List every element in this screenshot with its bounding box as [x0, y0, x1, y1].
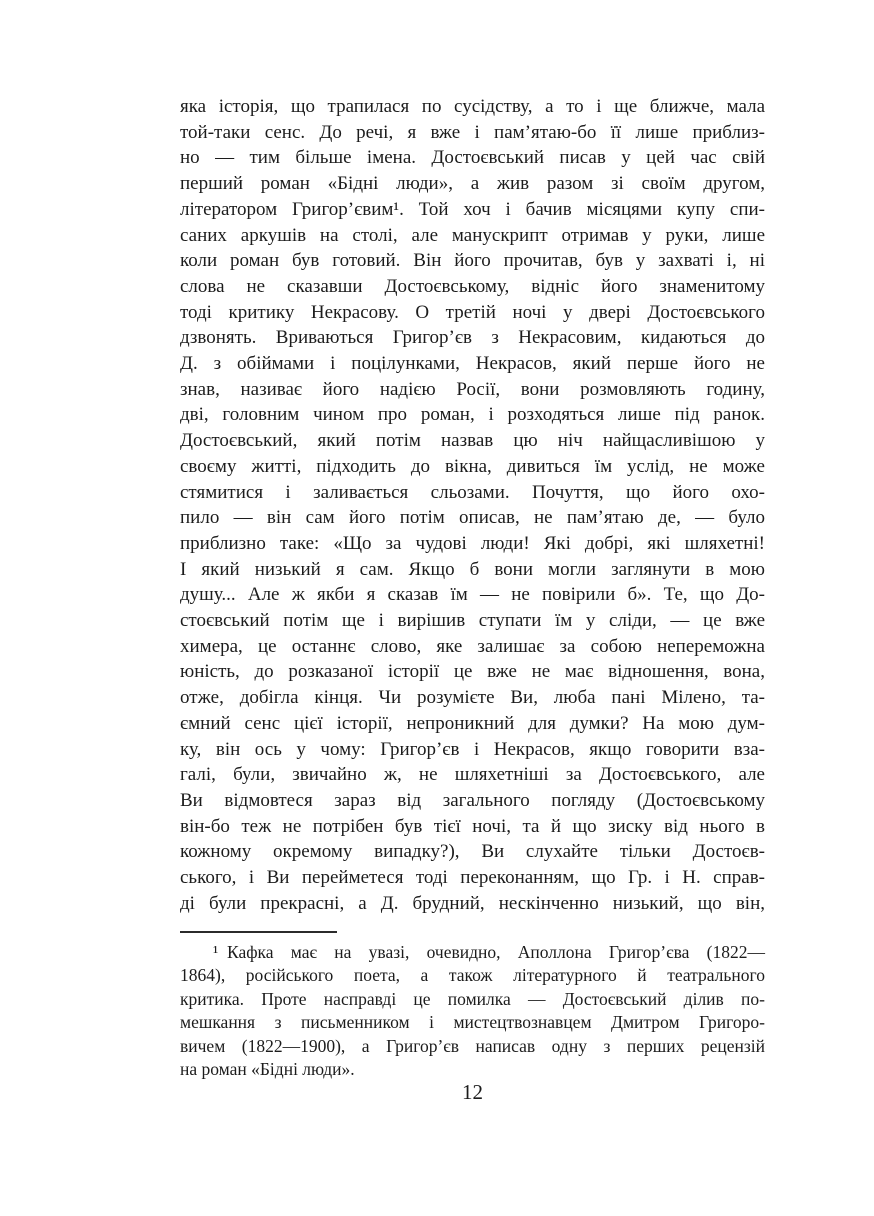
- body-line: пило — він сам його потім описав, не пам’ятаю де, — було: [180, 507, 765, 529]
- body-line: саних аркушів на столі, але манускрипт отримав у руки, лише: [180, 224, 765, 246]
- body-line: перший роман «Бідні люди», а жив разом зі своїм другом,: [180, 173, 765, 195]
- body-line: приблизно таке: «Що за чудові люди! Які добрі, які шляхетні!: [180, 532, 765, 554]
- footnote-line: ¹ Кафка має на увазі, очевидно, Аполлона Григор’єва (1822—: [213, 942, 765, 962]
- body-line: ді були прекрасні, а Д. брудний, нескінченно низький, що він,: [180, 892, 765, 914]
- body-line: своєму житті, підходить до вікна, дивиться їм услід, не може: [180, 455, 765, 477]
- body-line: кожному окремому випадку?), Ви слухайте тільки Достоєв-: [180, 841, 765, 863]
- body-line: ського, і Ви перейметеся тоді переконанням, що Гр. і Н. справ-: [180, 867, 765, 889]
- footnote-line: вичем (1822—1900), а Григор’єв написав одну з перших рецензій: [180, 1035, 765, 1056]
- body-line: душу... Але ж якби я сказав їм — не повірили б». Те, що До-: [180, 584, 765, 606]
- body-line: знав, називає його надією Росії, вони розмовляють годину,: [180, 378, 765, 400]
- body-line: отже, добігла кінця. Чи розумієте Ви, люба пані Мілено, та-: [180, 687, 765, 709]
- body-line: дзвонять. Вриваються Григор’єв з Некрасовим, кидаються до: [180, 327, 765, 349]
- body-line: стоєвський потім ще і вирішив ступати їм у сліди, — це вже: [180, 610, 765, 632]
- body-line: Д. з обіймами і поцілунками, Некрасов, який перше його не: [180, 353, 765, 375]
- footnote-line: на роман «Бідні люди».: [180, 1059, 355, 1080]
- footnote-line: критика. Проте насправді це помилка — Достоєвський ділив по-: [180, 988, 765, 1009]
- body-line: тоді критику Некрасову. О третій ночі у двері Достоєвського: [180, 301, 765, 323]
- body-text: [180, 94, 765, 917]
- body-line: Ви відмовтеся зараз від загального погляду (Достоєвському: [180, 789, 765, 811]
- body-line: літератором Григор’євим¹. Той хоч і бачив місяцями купу спи-: [180, 198, 765, 220]
- body-line: Достоєвський, який потім назвав цю ніч найщасливішою у: [180, 430, 765, 452]
- body-line: коли роман був готовий. Він його прочитав, був у захваті і, ні: [180, 250, 765, 272]
- body-line: він-бо теж не потрібен був тієї ночі, та й що зиску від нього в: [180, 815, 765, 837]
- footnote-line: мешкання з письменником і мистецтвознавцем Дмитром Григоро-: [180, 1012, 765, 1033]
- body-line: ку, він ось у чому: Григор’єв і Некрасов, якщо говорити вза-: [180, 738, 765, 760]
- footnote: [180, 941, 765, 1081]
- body-line: І який низький я сам. Якщо б вони могли заглянути в мою: [180, 558, 765, 580]
- body-line: той-таки сенс. До речі, я вже і пам’ятаю-бо її лише приблиз-: [180, 121, 765, 143]
- footnote-separator: [180, 931, 337, 933]
- body-line: стямитися і заливається сльозами. Почуття, що його охо-: [180, 481, 765, 503]
- body-line: слова не сказавши Достоєвському, відніс його знаменитому: [180, 275, 765, 297]
- body-line: галі, були, звичайно ж, не шляхетніші за Достоєвського, але: [180, 764, 765, 786]
- footnote-line: 1864), російського поета, а також літературного й театрального: [180, 965, 765, 986]
- body-line: яка історія, що трапилася по сусідству, а то і ще ближче, мала: [180, 96, 765, 117]
- body-line: но — тим більше імена. Достоєвський писав у цей час свій: [180, 147, 765, 169]
- body-line: дві, головним чином про роман, і розходяться лише під ранок.: [180, 404, 765, 426]
- body-line: ємний сенс цієї історії, непроникний для думки? На мою дум-: [180, 712, 765, 734]
- body-line: юність, до розказаної історії це вже не має відношення, вона,: [180, 661, 765, 683]
- body-line: химера, це останнє слово, яке залишає за собою непереможна: [180, 635, 765, 657]
- page-number: 12: [462, 1080, 483, 1104]
